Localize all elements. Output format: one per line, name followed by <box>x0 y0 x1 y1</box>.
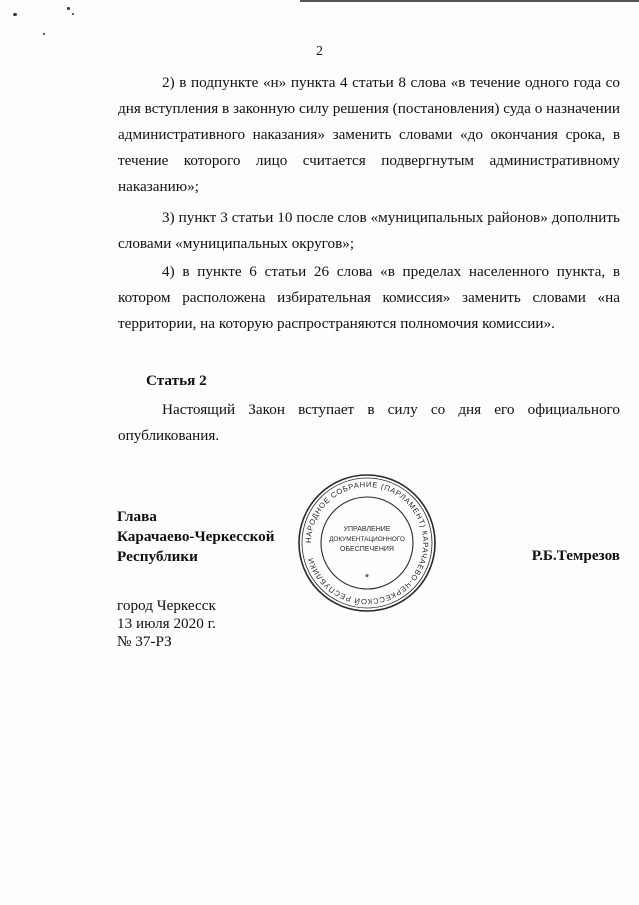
svg-text:НАРОДНОЕ СОБРАНИЕ (ПАРЛАМЕНТ) <box>304 480 430 606</box>
amendment-paragraph-3: 3) пункт 3 статьи 10 после слов «муниципальных районов» дополнить словами «муниципальных округов»; <box>118 209 620 252</box>
requisite-city: город Черкесск <box>117 597 216 614</box>
requisite-date: 13 июля 2020 г. <box>117 615 216 632</box>
signer-title-line: Глава <box>117 508 157 525</box>
seal-inner-line: ОБЕСПЕЧЕНИЯ <box>340 546 394 553</box>
article-text: Настоящий Закон вступает в силу со дня его официального опубликования. <box>118 401 620 444</box>
article-heading: Статья 2 <box>146 372 207 389</box>
seal-star-icon: * <box>364 572 370 584</box>
scan-speck <box>43 33 45 35</box>
scan-speck <box>67 7 70 10</box>
seal-inner-line: УПРАВЛЕНИЕ <box>343 526 391 533</box>
document-requisites <box>117 597 216 651</box>
requisite-number: № 37-РЗ <box>117 633 172 650</box>
scan-edge-line <box>300 0 639 2</box>
seal-outer-text: НАРОДНОЕ СОБРАНИЕ (ПАРЛАМЕНТ) КАРАЧАЕВО-ЧЕРКЕССКОЙ РЕСПУБЛИКИ <box>303 479 431 607</box>
amendment-paragraph-4: 4) в пункте 6 статьи 26 слова «в пределах населенного пункта, в котором расположена избирательная комиссия» заменить словами «на территории, на которую распространяются полномочия комиссии». <box>118 263 620 332</box>
signer-title <box>117 507 275 567</box>
signature-name: Р.Б.Темрезов <box>531 547 620 564</box>
official-seal <box>295 471 439 615</box>
scan-speck <box>13 13 17 16</box>
page-number: 2 <box>316 44 323 59</box>
amendment-paragraph-2: 2) в подпункте «н» пункта 4 статьи 8 слова «в течение одного года со дня вступления в законную силу решения (постановления) суда о назначении административного наказания» заменить словами «до окончания срока, в течение которого лицо считается подвергнутым административному наказанию»; <box>118 74 620 195</box>
scan-speck <box>72 13 74 15</box>
signer-title-line: Республики <box>117 548 198 565</box>
signer-title-line: Карачаево-Черкесской <box>117 528 275 545</box>
seal-inner-line: ДОКУМЕНТАЦИОННОГО <box>329 536 405 543</box>
